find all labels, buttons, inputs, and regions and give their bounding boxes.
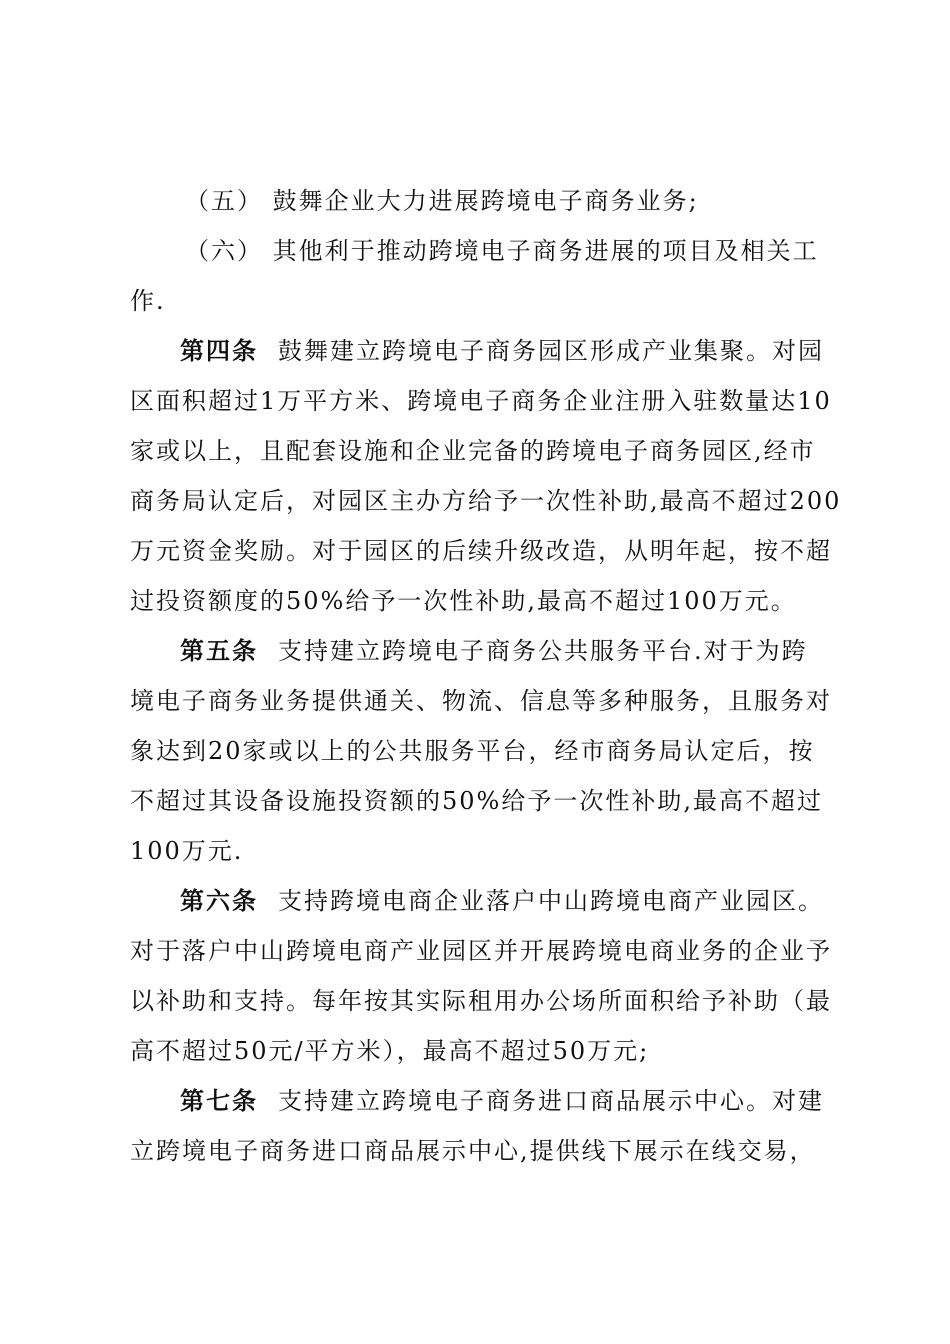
article-heading: 第四条 xyxy=(180,337,258,365)
article-heading: 第七条 xyxy=(180,1087,258,1115)
text-line: 过投资额度的50%给予一次性补助,最高不超过100万元。 xyxy=(130,587,797,615)
article-heading: 第五条 xyxy=(180,637,258,665)
text-line: 以补助和支持。每年按其实际租用办公场所面积给予补助（最 xyxy=(130,987,832,1015)
text-line: 100万元. xyxy=(130,837,244,865)
text-line: 高不超过50元/平方米），最高不超过50万元; xyxy=(130,1037,650,1065)
text-line: 支持跨境电商企业落户中山跨境电商产业园区。 xyxy=(278,887,824,915)
text-line: 不超过其设备设施投资额的50%给予一次性补助,最高不超过 xyxy=(130,787,823,815)
text-line: 作. xyxy=(130,287,166,315)
article-paragraph-6 xyxy=(180,881,830,921)
article-paragraph-4 xyxy=(180,331,830,371)
text-line: 象达到20家或以上的公共服务平台，经市商务局认定后，按 xyxy=(130,737,815,765)
text-line: 鼓舞建立跨境电子商务园区形成产业集聚。对园 xyxy=(278,337,824,365)
text-line: 对于落户中山跨境电商产业园区并开展跨境电商业务的企业予 xyxy=(130,937,832,965)
article-heading: 第六条 xyxy=(180,887,258,915)
text-line: （五） 鼓舞企业大力进展跨境电子商务业务; xyxy=(185,187,699,215)
text-line: 区面积超过1万平方米、跨境电子商务企业注册入驻数量达10 xyxy=(130,387,832,415)
text-line: （六） 其他利于推动跨境电子商务进展的项目及相关工 xyxy=(185,237,819,265)
article-paragraph-5 xyxy=(180,631,830,671)
text-line: 境电子商务业务提供通关、物流、信息等多种服务，且服务对 xyxy=(130,687,832,715)
text-line: 支持建立跨境电子商务进口商品展示中心。对建 xyxy=(278,1087,824,1115)
text-line: 万元资金奖励。对于园区的后续升级改造，从明年起，按不超 xyxy=(130,537,832,565)
text-line: 家或以上，且配套设施和企业完备的跨境电子商务园区,经市 xyxy=(130,437,816,465)
article-paragraph-7 xyxy=(180,1081,830,1121)
text-line: 商务局认定后，对园区主办方给予一次性补助,最高不超过200 xyxy=(130,487,842,515)
text-line: 立跨境电子商务进口商品展示中心,提供线下展示在线交易， xyxy=(130,1137,816,1165)
text-line: 支持建立跨境电子商务公共服务平台.对于为跨 xyxy=(278,637,808,665)
